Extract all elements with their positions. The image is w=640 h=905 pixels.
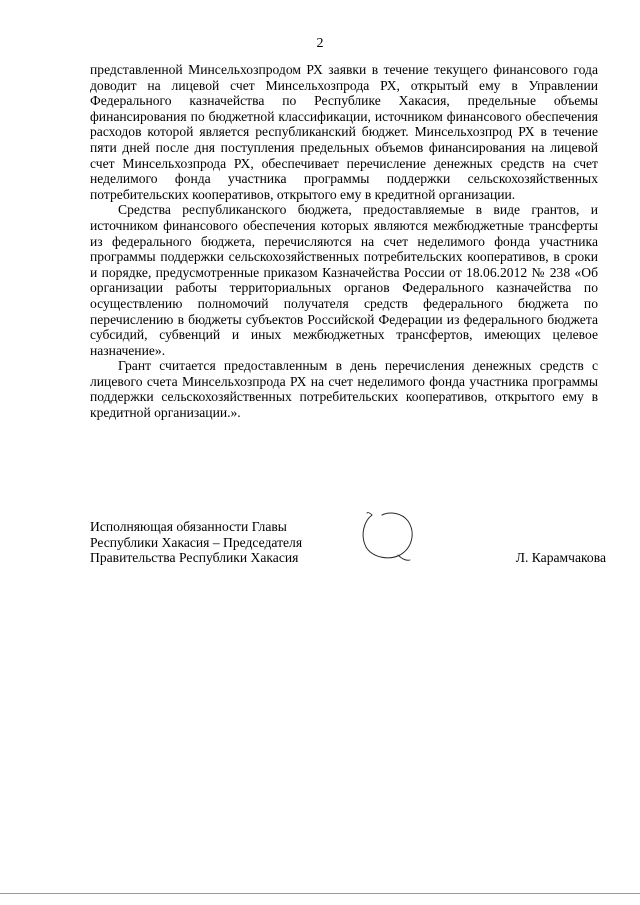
page-number: 2 — [316, 36, 324, 51]
page-bottom-divider — [0, 893, 640, 894]
document-body — [90, 62, 598, 421]
paragraph-grant-provided: Грант считается предоставленным в день перечисления денежных средств с лицевого счета Минсельхозпрода РХ на счет неделимого фонда участника программы поддержки сельскохозяйственных потребительских кооперативов, открытого ему в кредитной организации.». — [90, 358, 598, 421]
signatory-title-line: Исполняющая обязанности Главы — [90, 519, 287, 534]
paragraph-budget-funds: Средства республиканского бюджета, предоставляемые в виде грантов, и источником финансового обеспечения которых являются межбюджетные трансферты из федерального бюджета, перечисляются на счет неделимого фонда участника программы поддержки сельскохозяйственных потребительских кооперативов, в сроки и порядке, предусмотренные приказом Казначейства России от 18.06.2012 № 238 «Об организации работы территориальных органов Федерального казначейства по осуществлению полномочий получателя средств федерального бюджета по перечислению в бюджеты субъектов Российской Федерации из федерального бюджета субсидий, субвенций и иных межбюджетных трансфертов, имеющих целевое назначение». — [90, 202, 598, 358]
signatory-title — [90, 519, 350, 566]
signatory-title-line: Республики Хакасия – Председателя — [90, 534, 303, 550]
signatory-title-line: Правительства Республики Хакасия — [90, 550, 299, 566]
handwritten-signature — [358, 507, 418, 567]
signature-block — [90, 519, 606, 569]
paragraph-continuation: представленной Минсельхозпродом РХ заявки в течение текущего финансового года доводит на лицевой счет Минсельхозпрода РХ, открытый ему в Управлении Федерального казначейства по Республике Хакасия, предельные объемы финансирования по бюджетной классификации, источником финансового обеспечения расходов которой является республиканский бюджет. Минсельхозпрод РХ в течение пяти дней после дня поступления предельных объемов финансирования на лицевой счет Минсельхозпрода РХ, обеспечивает перечисление денежных средств на счет неделимого фонда участника программы поддержки сельскохозяйственных потребительских кооперативов, открытого ему в кредитной организации. — [90, 62, 598, 202]
signatory-name: Л. Карамчакова — [515, 550, 606, 565]
